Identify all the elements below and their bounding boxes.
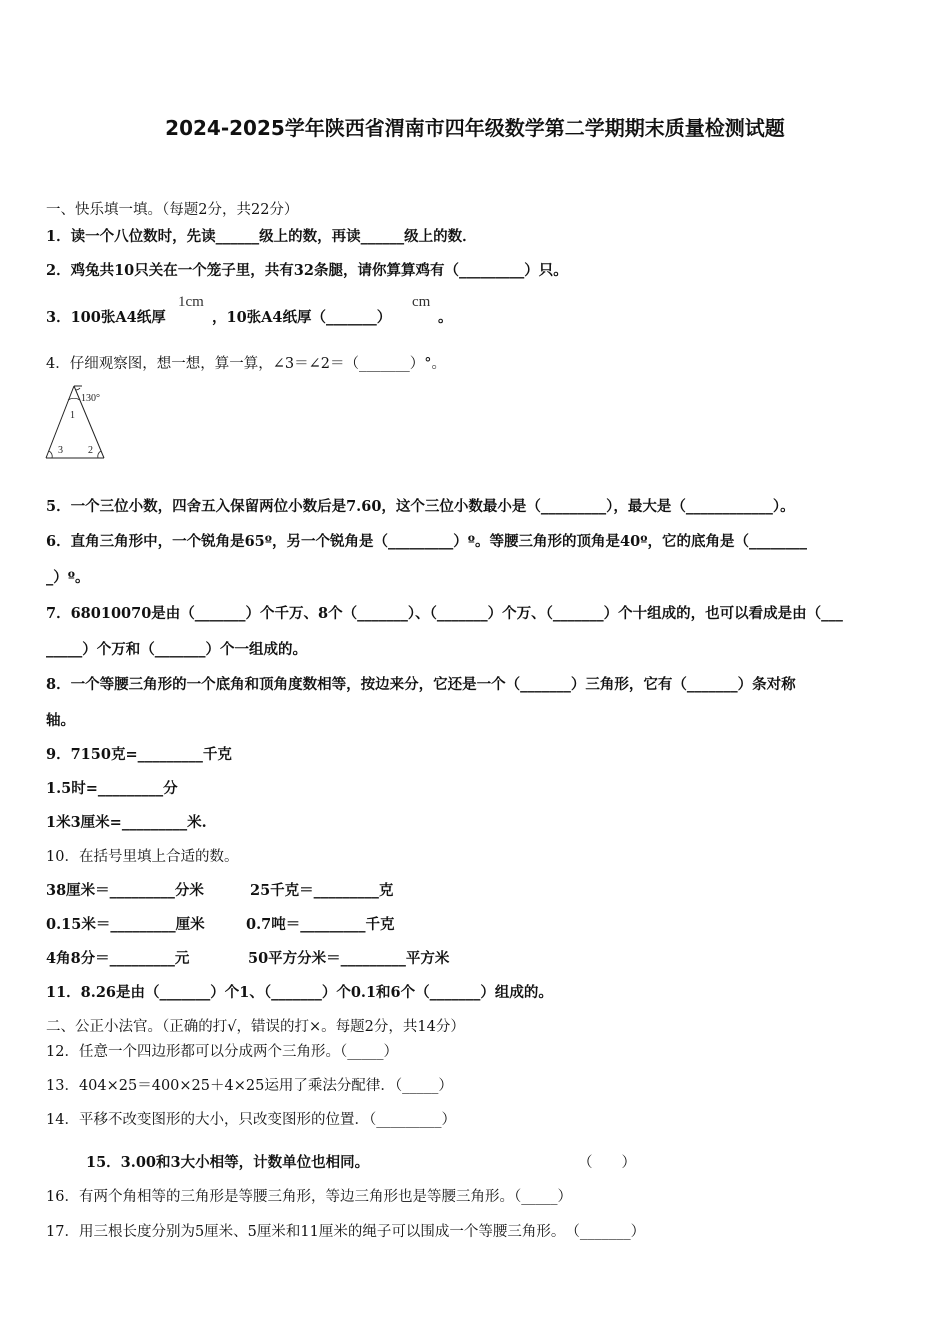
question-1: 1．读一个八位数时，先读______级上的数，再读______级上的数． xyxy=(46,228,477,245)
question-13: 13．404×25＝400×25＋4×25运用了乘法分配律．（_____） xyxy=(46,1078,453,1094)
question-4: 4．仔细观察图，想一想，算一算，∠3＝∠2＝（_______）°。 xyxy=(46,356,446,372)
question-8-line-2: 轴。 xyxy=(46,712,75,729)
angle-3-arc xyxy=(49,451,52,458)
question-3-part-b: ，10张A4纸厚（_______） xyxy=(212,309,392,326)
angle-130-arc xyxy=(76,388,80,390)
question-6-line-2: _）º。 xyxy=(46,569,90,586)
question-11: 11．8.26是由（_______）个1、（_______）个0.1和6个（_______）组成的。 xyxy=(46,984,553,1001)
angle-1-label: 1 xyxy=(70,410,75,421)
angle-1-arc xyxy=(68,398,80,400)
question-7-line-2: _____）个万和（_______）个一组成的。 xyxy=(46,641,307,658)
question-10: 10．在括号里填上合适的数。 xyxy=(46,849,239,865)
page-title: 2024-2025学年陕西省渭南市四年级数学第二学期期末质量检测试题 xyxy=(165,116,785,140)
question-9-b: 1.5时=_________分 xyxy=(46,780,178,797)
question-9-a: 9．7150克=_________千克 xyxy=(46,746,232,763)
question-3-part-a: 3．100张A4纸厚 xyxy=(46,309,166,326)
question-6-line-1: 6．直角三角形中，一个锐角是65º，另一个锐角是（_________）º。等腰三角形的顶角是40º，它的底角是（________ xyxy=(46,533,807,550)
angle-2-label: 2 xyxy=(88,445,93,456)
question-10-row-1-a: 38厘米＝_________分米 xyxy=(46,882,204,899)
question-16: 16．有两个角相等的三角形是等腰三角形，等边三角形也是等腰三角形。（_____） xyxy=(46,1189,572,1205)
question-15: 15．3.00和3大小相等，计数单位也相同。 xyxy=(86,1154,370,1171)
question-12: 12．任意一个四边形都可以分成两个三角形。（_____） xyxy=(46,1044,398,1060)
question-8-line-1: 8．一个等腰三角形的一个底角和顶角度数相等，按边来分，它还是一个（_______）三角形，它有（_______）条对称 xyxy=(46,676,796,693)
question-10-row-1-b: 25千克＝_________克 xyxy=(250,882,394,899)
question-3 xyxy=(46,308,166,328)
question-2: 2．鸡兔共10只关在一个笼子里，共有32条腿，请你算算鸡有（_________）只。 xyxy=(46,262,568,279)
question-3-unit-2: cm xyxy=(412,294,431,310)
angle-130-label: 130° xyxy=(81,393,100,404)
question-15-blank: （ ） xyxy=(578,1155,636,1171)
question-9-c: 1米3厘米=_________米. xyxy=(46,814,207,831)
question-10-row-2-b: 0.7吨＝_________千克 xyxy=(246,916,395,933)
question-3-unit-1: 1cm xyxy=(178,294,204,310)
triangle-figure xyxy=(44,384,124,464)
question-3-part-c: 。 xyxy=(438,309,453,326)
question-10-row-3-a: 4角8分＝_________元 xyxy=(46,950,190,967)
angle-2-arc xyxy=(98,451,101,458)
question-10-row-2-a: 0.15米＝_________厘米 xyxy=(46,916,205,933)
question-10-row-3-b: 50平方分米＝_________平方米 xyxy=(248,950,450,967)
question-5: 5．一个三位小数，四舍五入保留两位小数后是7.60，这个三位小数最小是（_________），最大是（____________）。 xyxy=(46,498,795,515)
section-2-heading: 二、公正小法官。（正确的打√，错误的打×。每题2分，共14分） xyxy=(46,1019,465,1035)
section-1-heading: 一、快乐填一填。（每题2分，共22分） xyxy=(46,202,299,218)
angle-3-label: 3 xyxy=(58,445,63,456)
question-17: 17．用三根长度分别为5厘米、5厘米和11厘米的绳子可以围成一个等腰三角形。 （_______） xyxy=(46,1224,646,1240)
question-7-line-1: 7．68010070是由（_______）个千万、8个（_______）、（_______）个万、（_______）个十组成的，也可以看成是由（___ xyxy=(46,605,843,622)
question-14: 14．平移不改变图形的大小，只改变图形的位置．（_________） xyxy=(46,1112,456,1128)
